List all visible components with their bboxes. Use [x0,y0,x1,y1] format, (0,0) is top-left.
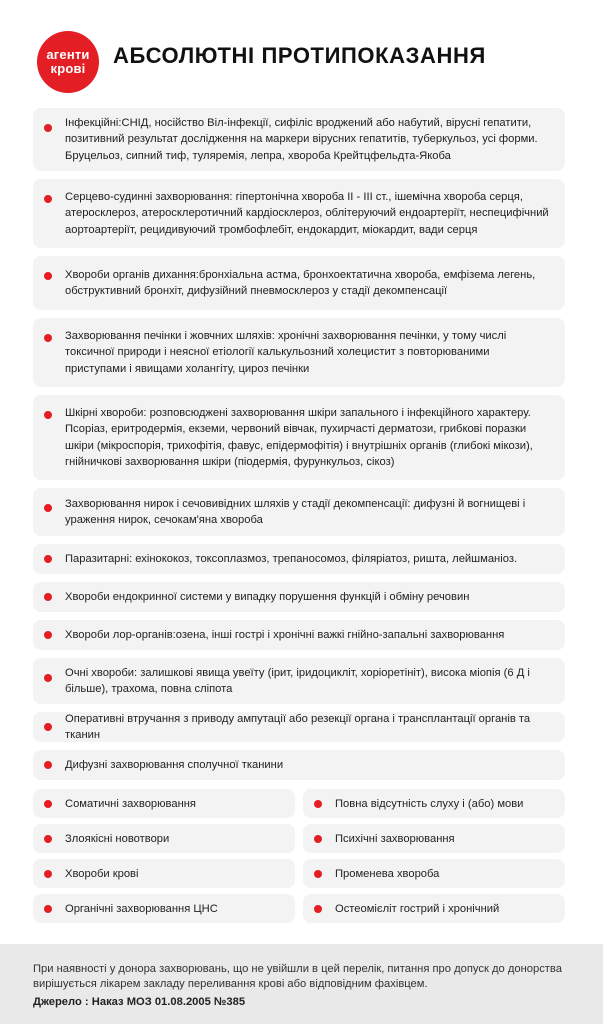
list-item-text: Шкірні хвороби: розповсюджені захворювання шкіри запального і інфекційного характеру. Псоріаз, еритродермія, екземи, червоний вівчак, пухирчасті дерматози, грибкові поразки шкіри (мікроспорія, трихофітія, фавус, епідермофітія) і внутрішніх органів (глибокі мікози), гнійничкові захворювання шкіри (піодермія, фурункульоз, сікоз) [65,406,533,468]
list-item [33,582,565,612]
list-item [33,750,565,780]
grid-item-text: Остеомієліт гострий і хронічний [335,902,500,915]
logo-line-1: агенти [46,47,90,62]
bullet-icon [44,504,52,512]
contraindication-list [33,108,565,788]
grid-row [33,789,565,818]
list-item-text: Паразитарні: ехінококоз, токсоплазмоз, трепаносомоз, філяріатоз, ришта, лейшманіоз. [65,552,518,565]
grid-item [33,859,295,888]
bullet-icon [314,905,322,913]
list-item [33,318,565,387]
bullet-icon [44,723,52,731]
grid-item [303,789,565,818]
list-item-text: Очні хвороби: залишкові явища увеїту (ірит, іридоцикліт, хоріоретініт), висока міопія (6 Д і більше), трахома, повна сліпота [65,666,530,695]
list-item [33,179,565,248]
grid-item-text: Органічні захворювання ЦНС [65,902,218,915]
bullet-icon [44,835,52,843]
grid-item-text: Променева хвороба [335,867,440,880]
bullet-icon [44,124,52,132]
list-item [33,108,565,171]
grid-item-text: Психічні захворювання [335,832,455,845]
list-item-text: Хвороби ендокринної системи у випадку порушення функцій і обміну речовин [65,590,470,603]
list-item [33,620,565,650]
footer [0,944,603,1024]
grid-row [33,859,565,888]
bullet-icon [44,593,52,601]
grid-item-text: Повна відсутність слуху і (або) мови [335,797,524,810]
list-item-text: Хвороби лор-органів:озена, інші гострі і хронічні важкі гнійно-запальні захворювання [65,628,505,641]
grid-item [33,789,295,818]
grid-item [303,894,565,923]
logo[interactable] [37,31,99,93]
bullet-icon [44,555,52,563]
list-item [33,544,565,574]
grid-item [303,824,565,853]
list-item [33,488,565,536]
list-item-text: Серцево-судинні захворювання: гіпертонічна хвороба ІІ - ІІІ ст., ішемічна хвороба серця, атеросклероз, атеросклеротичний кардіосклероз, облітеруючий ендоартеріїт, неспецифічний аортоартеріїт, рецидивуючий тромбофлебіт, ендокардит, міокардит, вади серця [65,190,549,236]
bullet-icon [44,761,52,769]
bullet-icon [44,905,52,913]
bullet-icon [44,195,52,203]
bullet-icon [44,800,52,808]
bullet-icon [44,411,52,419]
list-item [33,712,565,742]
list-item [33,395,565,480]
list-item-text: Хвороби органів дихання:бронхіальна астма, бронхоектатична хвороба, емфізема легень, обструктивний бронхіт, дифузійний пневмосклероз у стадії декомпенсації [65,268,536,297]
list-item [33,658,565,704]
grid-item-text: Злоякісні новотвори [65,832,170,845]
list-item-text: Оперативні втручання з приводу ампутації або резекції органа і трансплантації органів та тканин [65,712,531,741]
list-item-text: Дифузні захворювання сполучної тканини [65,758,284,771]
footer-source: Джерело : Наказ МОЗ 01.08.2005 №385 [33,996,246,1008]
bullet-icon [314,800,322,808]
grid-item-text: Хвороби крові [65,867,139,880]
bullet-icon [314,835,322,843]
bullet-icon [44,870,52,878]
list-item-text: Захворювання печінки і жовчних шляхів: хронічні захворювання печінки, у тому числі токсичної природи і неясної етіології калькульозний холецистит з повторюваними приступами і явищами холангіту, цироз печінки [65,329,507,375]
grid-item-text: Соматичні захворювання [65,797,196,810]
list-item-text: Захворювання нирок і сечовивідних шляхів у стадії декомпенсації: дифузні й вогнищеві і ураження нирок, сечокам'яна хвороба [65,497,526,526]
list-item [33,256,565,310]
list-item-text: Інфекційні:СНІД, носійство Віл-інфекції, сифіліс вроджений або набутий, вірусні гепатити, позитивний результат дослідження на маркери вірусних гепатитів, туберкульоз, усі форми. Бруцельоз, сипний тиф, туляремія, лепра, хвороба Крейтцфельдта-Якоба [65,116,538,162]
bullet-icon [44,674,52,682]
footer-note: При наявності у донора захворювань, що не увійшли в цей перелік, питання про допуск до донорства вирішується лікарем закладу переливання крові або відповідним фахівцем. [33,963,562,990]
grid-item [303,859,565,888]
bullet-icon [44,272,52,280]
page-title: АБСОЛЮТНІ ПРОТИПОКАЗАННЯ [113,43,486,68]
grid-row [33,824,565,853]
grid-item [33,824,295,853]
bullet-icon [44,334,52,342]
grid-row [33,894,565,923]
logo-line-2: крові [50,61,86,76]
bullet-icon [314,870,322,878]
header [0,0,603,105]
contraindication-grid [33,789,565,929]
bullet-icon [44,631,52,639]
grid-item [33,894,295,923]
